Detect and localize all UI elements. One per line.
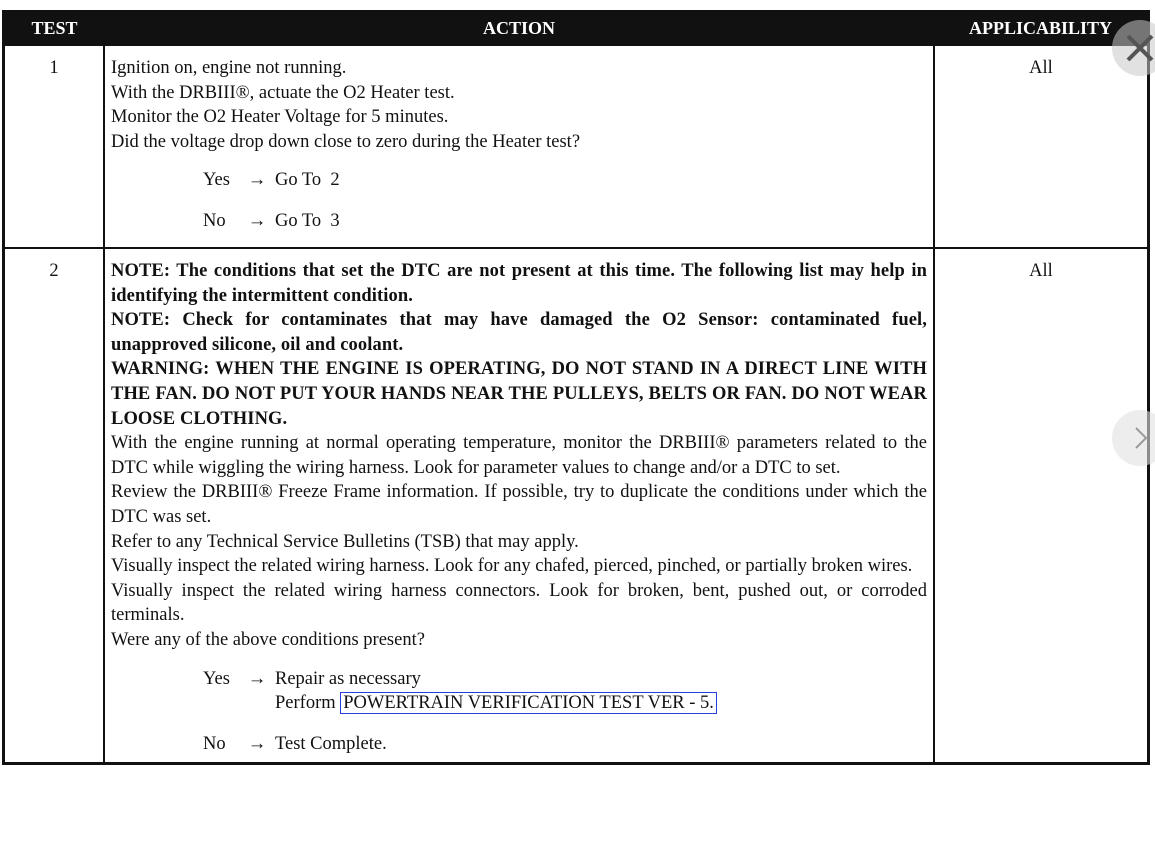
answer-no: No → Go To 3 bbox=[203, 210, 340, 231]
action-line: Ignition on, engine not running. bbox=[111, 58, 347, 78]
answers bbox=[203, 168, 927, 233]
action-line: Review the DRBIII® Freeze Frame information. If possible, try to duplicate the conditions under which the DTC was set. bbox=[111, 482, 927, 527]
header-applicability: APPLICABILITY bbox=[934, 12, 1149, 46]
action-line: With the engine running at normal operating temperature, monitor the DRBIII® parameters related to the DTC while wiggling the wiring harness. Look for parameter values to change and/or a DTC to set. bbox=[111, 433, 927, 478]
table-row bbox=[4, 45, 1149, 248]
action-line: Monitor the O2 Heater Voltage for 5 minutes. bbox=[111, 107, 449, 128]
answers bbox=[203, 667, 927, 757]
table-row bbox=[4, 248, 1149, 764]
diagnostic-test-table bbox=[2, 10, 1150, 765]
answer-no: No → Test Complete. bbox=[203, 733, 387, 754]
note-line: NOTE: Check for contaminates that may have damaged the O2 Sensor: contaminated fuel, unapproved silicone, oil and coolant. bbox=[111, 310, 927, 355]
table-header bbox=[4, 12, 1149, 46]
action-line: Visually inspect the related wiring harness. Look for any chafed, pierced, pinched, or partially broken wires. bbox=[111, 556, 913, 577]
header-test: TEST bbox=[4, 12, 105, 46]
action-line: With the DRBIII®, actuate the O2 Heater test. bbox=[111, 82, 455, 103]
action-line: Refer to any Technical Service Bulletins (TSB) that may apply. bbox=[111, 531, 579, 552]
test-number: 1 bbox=[4, 45, 105, 248]
note-line: NOTE: The conditions that set the DTC are not present at this time. The following list may help in identifying the intermittent condition. bbox=[111, 261, 927, 306]
applicability-value: All bbox=[934, 45, 1149, 248]
answer-yes: Yes → Go To 2 bbox=[203, 170, 340, 191]
chevron-right-icon bbox=[1130, 426, 1150, 450]
action-cell bbox=[104, 45, 934, 248]
header-action: ACTION bbox=[104, 12, 934, 46]
warning-line: WARNING: WHEN THE ENGINE IS OPERATING, DO NOT STAND IN A DIRECT LINE WITH THE FAN. DO NOT PUT YOUR HANDS NEAR THE PULLEYS, BELTS OR FAN. DO NOT WEAR LOOSE CLOTHING. bbox=[111, 359, 927, 429]
close-icon bbox=[1124, 32, 1155, 64]
action-line: Did the voltage drop down close to zero during the Heater test? bbox=[111, 131, 581, 152]
applicability-value: All bbox=[934, 248, 1149, 764]
action-line: Visually inspect the related wiring harness connectors. Look for broken, bent, pushed out, or corroded terminals. bbox=[111, 580, 927, 626]
answer-yes: Yes → Repair as necessary Perform POWERTRAIN VERIFICATION TEST VER - 5. bbox=[203, 667, 927, 716]
action-cell bbox=[104, 248, 934, 764]
test-number: 2 bbox=[4, 248, 105, 764]
action-line: Were any of the above conditions present? bbox=[111, 629, 425, 650]
verification-test-link[interactable]: POWERTRAIN VERIFICATION TEST VER - 5. bbox=[340, 692, 717, 714]
